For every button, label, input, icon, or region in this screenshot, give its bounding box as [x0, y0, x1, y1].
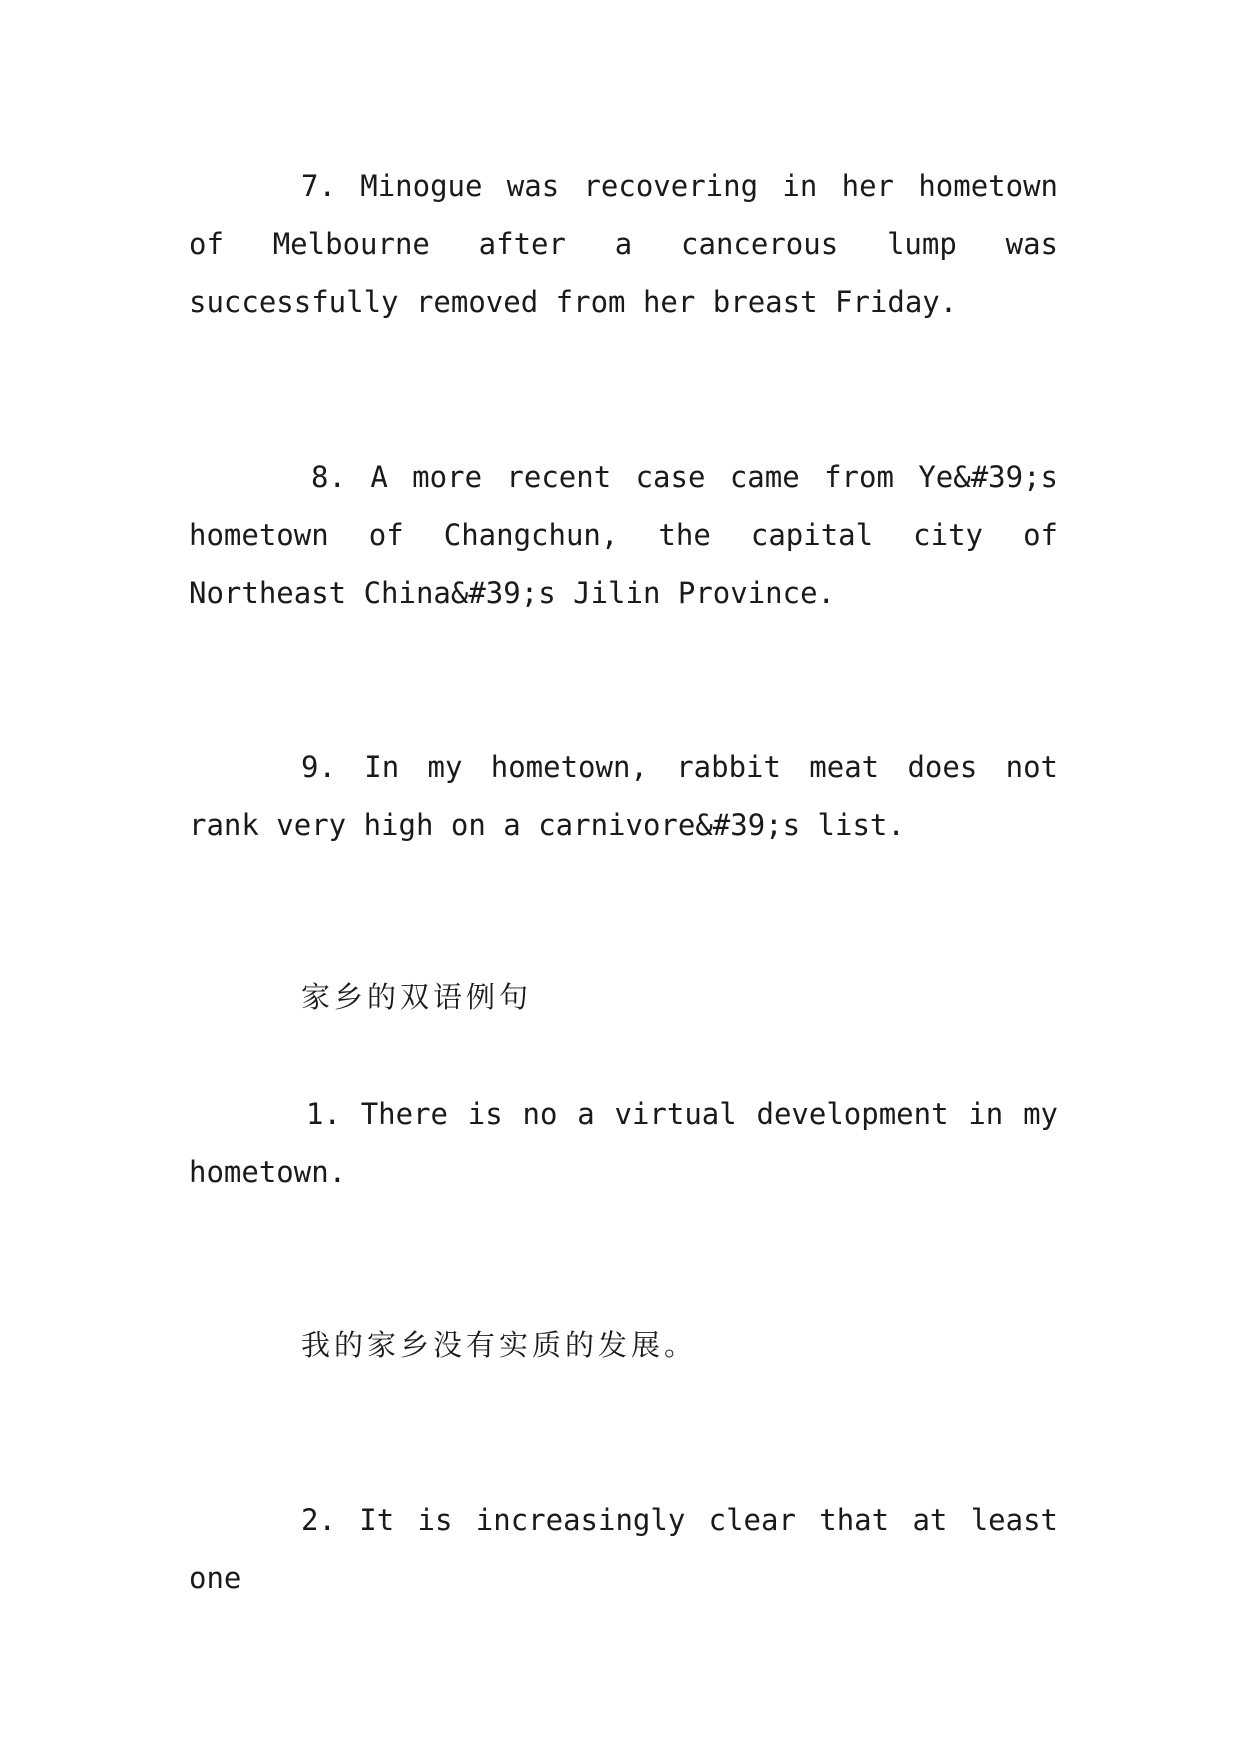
bilingual-translation-1: 我的家乡没有实质的发展。: [301, 1328, 698, 1362]
example-sentence-8: 8. A more recent case came from Ye&#39;s hometown of Changchun, the capital city of Northeast China&#39;s Jilin Province.: [189, 460, 1058, 610]
section-heading: 家乡的双语例句: [301, 980, 533, 1014]
example-sentence-7: 7. Minogue was recovering in her hometown of Melbourne after a cancerous lump was successfully removed from her breast Friday.: [189, 169, 1058, 319]
bilingual-sentence-1: 1. There is no a virtual development in my hometown.: [189, 1097, 1058, 1189]
example-sentence-9: 9. In my hometown, rabbit meat does not rank very high on a carnivore&#39;s list.: [189, 750, 1058, 842]
bilingual-sentence-2: 2. It is increasingly clear that at least one: [189, 1503, 1058, 1595]
